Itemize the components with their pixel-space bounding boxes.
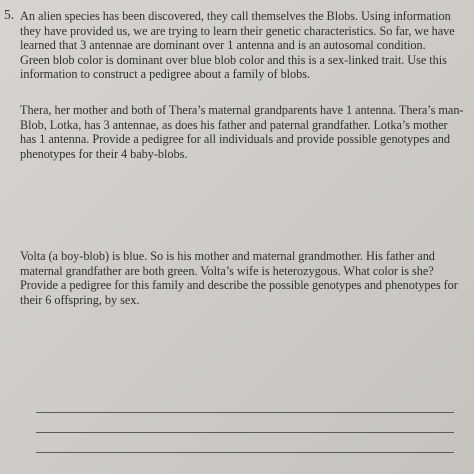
text-line: they have provided us, we are trying to learn their genetic characteristics. So far, we have [20,23,455,38]
thera-lotka-paragraph [20,103,464,161]
text-line: learned that 3 antennae are dominant over 1 antenna and is an autosomal condition. [20,38,426,52]
question-number: 5. [4,7,15,22]
answer-line [36,412,454,413]
volta-paragraph [20,249,458,307]
text-line: phenotypes for their 4 baby-blobs. [20,146,188,161]
answer-line [36,432,454,433]
text-line: their 6 offspring, by sex. [20,292,140,307]
text-line: Volta (a boy-blob) is blue. So is his mother and maternal grandmother. His father and [20,249,435,263]
answer-line [36,452,454,453]
text-line: An alien species has been discovered, they call themselves the Blobs. Using information [20,9,451,23]
text-line: Provide a pedigree for this family and describe the possible genotypes and phenotypes for [20,278,458,292]
intro-paragraph [20,9,455,82]
text-line: maternal grandfather are both green. Volta’s wife is heterozygous. What color is she? [20,263,434,278]
text-line: Blob, Lotka, has 3 antennae, as does his father and paternal grandfather. Lotka’s mother [20,117,448,132]
text-line: information to construct a pedigree about a family of blobs. [20,67,310,81]
text-line: Green blob color is dominant over blue blob color and this is a sex-linked trait. Use this [20,52,447,67]
text-line: has 1 antenna. Provide a pedigree for all individuals and provide possible genotypes and [20,132,450,146]
text-line: Thera, her mother and both of Thera’s maternal grandparents have 1 antenna. Thera’s man- [20,103,464,117]
